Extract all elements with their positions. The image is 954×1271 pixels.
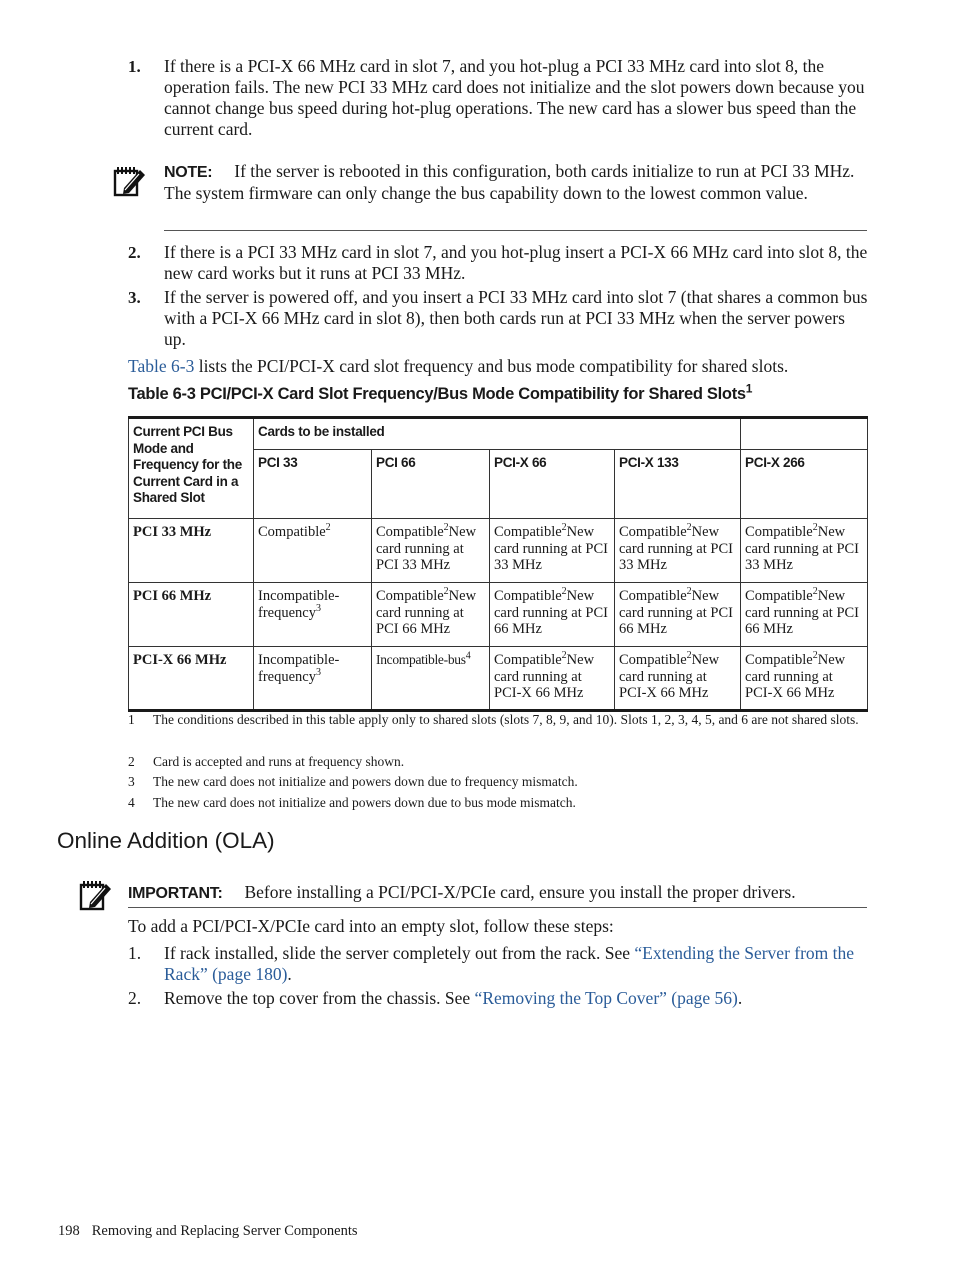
- table-cell: Compatible$^2$New card running at PCI 66 MHz: [615, 583, 741, 647]
- page-footer: [58, 1222, 358, 1240]
- table-cell: Compatible$^2$New card running at PCI 33 MHz: [490, 519, 615, 583]
- footnote-text: The conditions described in this table apply only to shared slots (slots 7, 8, 9, and 10). Slots 1, 2, 3, 4, 5, and 6 are not shared slots.: [153, 712, 859, 727]
- column-header: PCI-X 266: [741, 450, 868, 519]
- table-row: [129, 519, 868, 583]
- footnote-number: 2: [128, 754, 135, 769]
- step-text: [164, 988, 870, 1009]
- column-header: PCI 66: [372, 450, 490, 519]
- table-caption: [128, 381, 753, 404]
- table-cell: Compatible$^2$New card running at PCI 66 MHz: [372, 583, 490, 647]
- table-cell: Incompatible-bus$^4$: [372, 647, 490, 711]
- step-link-removing-top-cover[interactable]: “Removing the Top Cover” (page 56): [474, 988, 738, 1008]
- important-pencil-icon: [78, 878, 114, 912]
- group-header: Cards to be installed: [254, 418, 741, 450]
- step-number: 2.: [128, 988, 142, 1008]
- table-cell: Incompatible-frequency$^3$: [254, 583, 372, 647]
- table-cell: Compatible$^2$New card running at PCI 33 MHz: [741, 519, 868, 583]
- important-divider: [128, 907, 867, 908]
- list-item-text: If the server is powered off, and you insert a PCI 33 MHz card into slot 7 (that shares a common bus with a PCI-X 66 MHz card in slot 8), then both cards run at PCI 33 MHz when the server powers up.: [164, 287, 868, 349]
- step-number: 1.: [128, 943, 142, 963]
- footnote-number: 1: [128, 712, 135, 727]
- column-header: PCI-X 133: [615, 450, 741, 519]
- column-header: PCI-X 66: [490, 450, 615, 519]
- column-header: PCI 33: [254, 450, 372, 519]
- step-text: [164, 943, 870, 985]
- list-number: 1.: [128, 57, 141, 76]
- list-number: 2.: [128, 243, 141, 262]
- footer-title: Removing and Replacing Server Components: [91, 1223, 358, 1239]
- note-label: NOTE:: [164, 164, 213, 181]
- list-number: 3.: [128, 288, 141, 307]
- row-header: PCI 66 MHz: [129, 583, 254, 647]
- footnote-text: The new card does not initialize and powers down due to bus mode mismatch.: [153, 795, 576, 810]
- footnote-text: Card is accepted and runs at frequency shown.: [153, 754, 405, 769]
- corner-header: Current PCI Bus Mode and Frequency for the Current Card in a Shared Slot: [129, 418, 254, 519]
- table-link[interactable]: Table 6-3: [128, 356, 195, 376]
- list-item-text: If there is a PCI 33 MHz card in slot 7, and you hot-plug insert a PCI-X 66 MHz card into slot 8, the new card works but it runs at PCI 33 MHz.: [164, 242, 868, 283]
- table-row: [129, 647, 868, 711]
- important-text: Before installing a PCI/PCI-X/PCIe card, ensure you install the proper drivers.: [244, 882, 796, 902]
- step-text-pre: If rack installed, slide the server completely out from the rack. See: [164, 943, 635, 963]
- footnote-number: 4: [128, 795, 135, 810]
- step-link-extending-server[interactable]: “Extending the Server from the Rack” (page 180): [164, 943, 855, 984]
- note-text: If the server is rebooted in this configuration, both cards initialize to run at PCI 33 MHz. The system firmware can only change the bus capability down to the lowest common value.: [164, 161, 855, 203]
- compatibility-table: [128, 416, 868, 712]
- table-cell: Compatible$^2$New card running at PCI 33 MHz: [615, 519, 741, 583]
- steps-intro: To add a PCI/PCI-X/PCIe card into an empty slot, follow these steps:: [128, 916, 614, 936]
- table-caption-footnote-ref: 1: [745, 381, 753, 396]
- table-cell: Compatible$^2$New card running at PCI 33 MHz: [372, 519, 490, 583]
- important-text-block: [128, 882, 868, 904]
- table-cell: Incompatible-frequency$^3$: [254, 647, 372, 711]
- table-cell: Compatible$^2$New card running at PCI-X 66 MHz: [490, 647, 615, 711]
- table-cell: Compatible$^2$New card running at PCI 66 MHz: [490, 583, 615, 647]
- note-text-block: [164, 161, 870, 204]
- table-row: [129, 583, 868, 647]
- note-divider: [164, 230, 867, 231]
- empty-header: [741, 418, 868, 450]
- step-text-pre: Remove the top cover from the chassis. See: [164, 988, 475, 1008]
- row-header: PCI-X 66 MHz: [129, 647, 254, 711]
- step-text-post: .: [287, 964, 292, 984]
- row-header: PCI 33 MHz: [129, 519, 254, 583]
- table-intro-text: lists the PCI/PCI-X card slot frequency and bus mode compatibility for shared slots.: [194, 356, 789, 376]
- table-caption-text: Table 6-3 PCI/PCI-X Card Slot Frequency/Bus Mode Compatibility for Shared Slots: [128, 385, 746, 403]
- table-intro: [128, 356, 873, 377]
- important-label: IMPORTANT:: [128, 885, 223, 902]
- table-cell: Compatible$^2$New card running at PCI 66 MHz: [741, 583, 868, 647]
- table-cell: Compatible$^2$New card running at PCI-X 66 MHz: [615, 647, 741, 711]
- page-number: 198: [58, 1223, 80, 1239]
- list-item-text: If there is a PCI-X 66 MHz card in slot 7, and you hot-plug a PCI 33 MHz card into slot 8, the operation fails. The new PCI 33 MHz card does not initialize and the slot powers down because you cannot change bus speed during hot-plug operations. The new card has a slower bus speed than the current card.: [164, 56, 865, 139]
- table-cell: Compatible$^2$: [254, 519, 372, 583]
- note-pencil-icon: [112, 164, 148, 198]
- step-text-post: .: [737, 988, 743, 1008]
- footnote-text: The new card does not initialize and powers down due to frequency mismatch.: [153, 774, 578, 789]
- table-cell: Compatible$^2$New card running at PCI-X 66 MHz: [741, 647, 868, 711]
- footnote-number: 3: [128, 774, 135, 789]
- section-title: Online Addition (OLA): [57, 828, 275, 853]
